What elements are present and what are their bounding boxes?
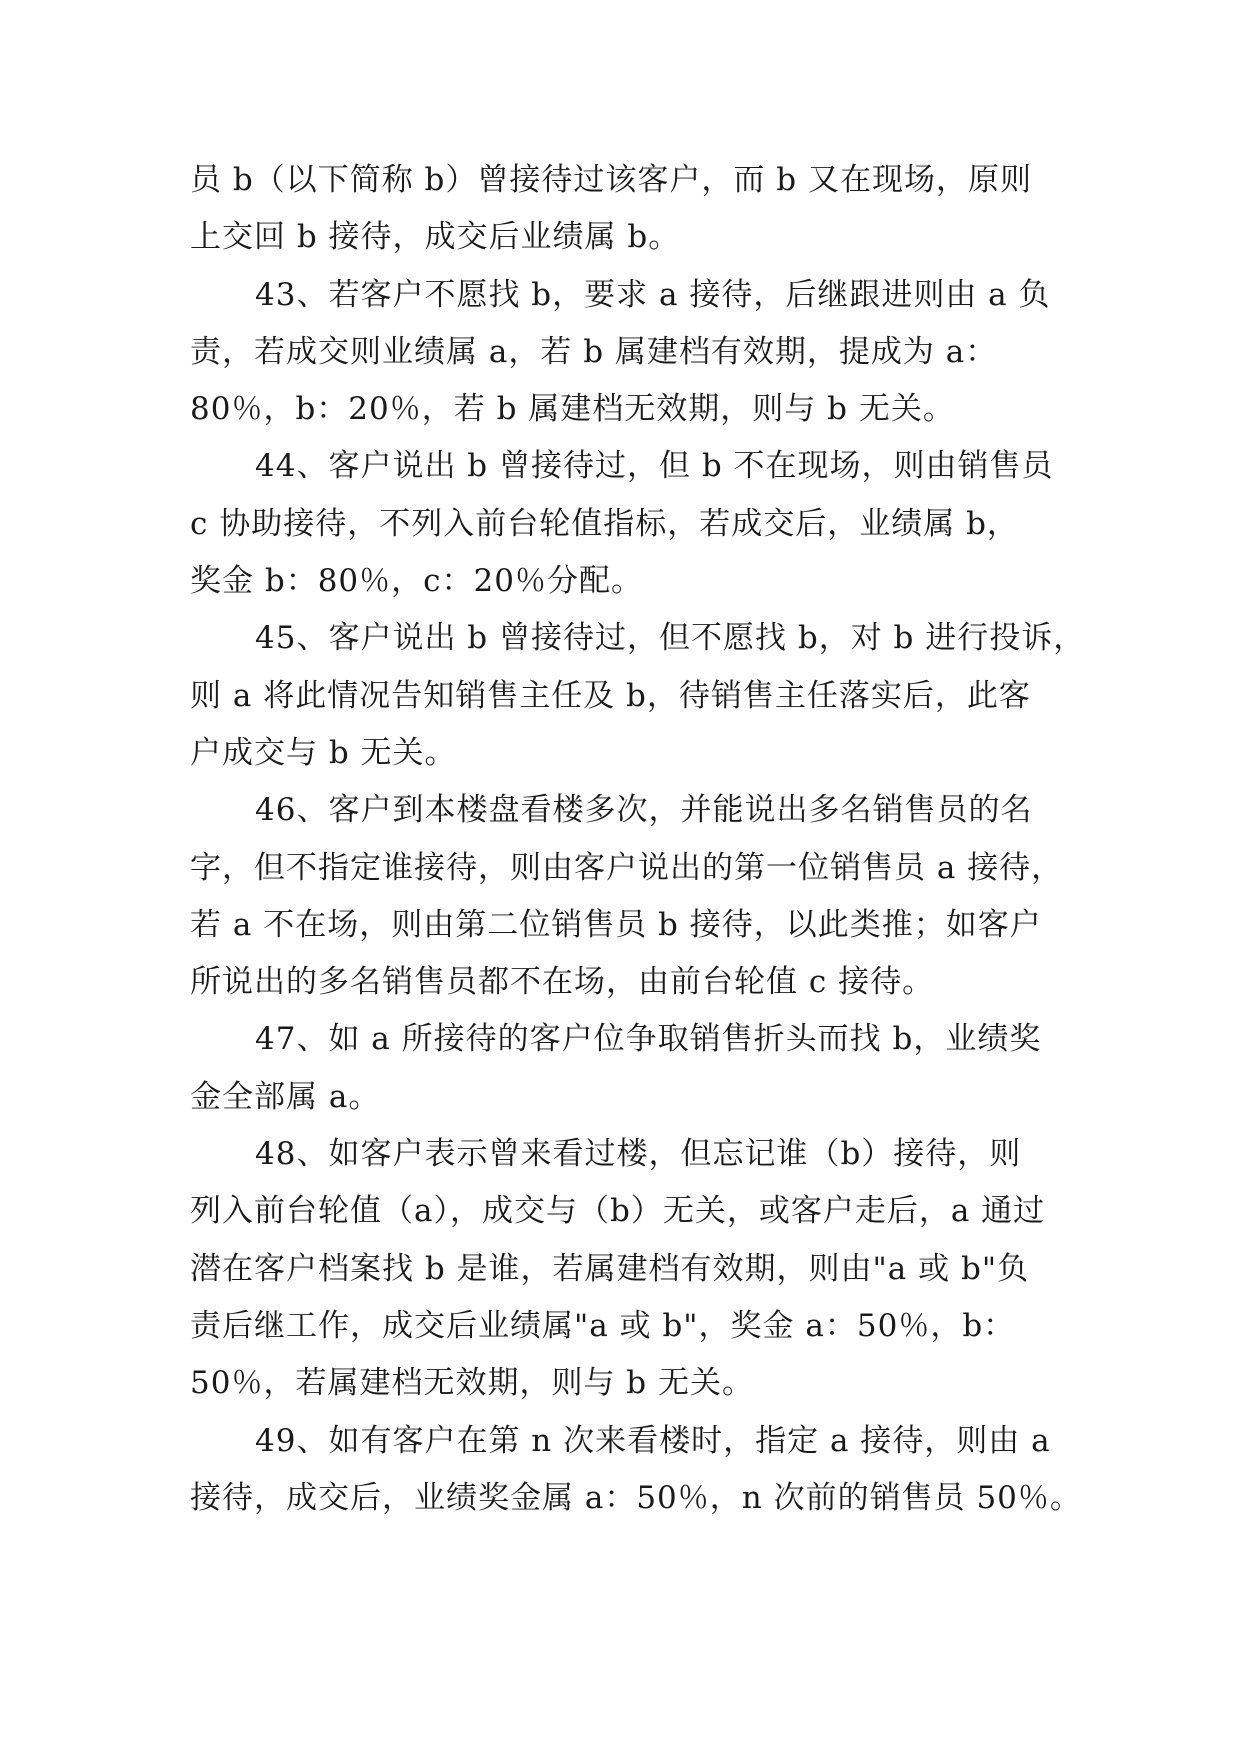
text-line: 员 b（以下简称 b）曾接待过该客户，而 b 又在现场，原则: [190, 162, 1032, 198]
text-line: 45、客户说出 b 曾接待过，但不愿找 b，对 b 进行投诉，: [255, 620, 1086, 657]
paragraph-42-continued: [190, 152, 1065, 267]
text-line: 80％，b：20％，若 b 属建档无效期，则与 b 无关。: [190, 391, 955, 428]
paragraph-44: [190, 438, 1065, 610]
text-line: 44、客户说出 b 曾接待过，但 b 不在现场，则由销售员: [255, 448, 1054, 485]
text-line: 则 a 将此情况告知销售主任及 b，待销售主任落实后，此客: [190, 677, 1031, 714]
text-line: 43、若客户不愿找 b，要求 a 接待，后继跟进则由 a 负: [255, 276, 1051, 313]
document-page: [190, 152, 1086, 1527]
text-line: 列入前台轮值（a），成交与（b）无关，或客户走后，a 通过: [190, 1193, 1046, 1230]
text-line: 46、客户到本楼盘看楼多次，并能说出多名销售员的名: [255, 792, 1033, 829]
paragraph-48: [190, 1126, 1065, 1412]
text-line: 接待，成交后，业绩奖金属 a：50％，n 次前的销售员 50％。: [190, 1479, 1082, 1516]
paragraph-49: [190, 1413, 1082, 1528]
text-line: c 协助接待，不列入前台轮值指标，若成交后，业绩属 b，: [190, 505, 1019, 542]
text-line: 50％，若属建档无效期，则与 b 无关。: [190, 1365, 754, 1402]
text-line: 上交回 b 接待，成交后业绩属 b。: [190, 219, 681, 256]
text-line: 户成交与 b 无关。: [190, 734, 457, 771]
paragraph-46: [190, 782, 1065, 1011]
text-line: 49、如有客户在第 n 次来看楼时，指定 a 接待，则由 a: [255, 1422, 1051, 1459]
text-line: 所说出的多名销售员都不在场，由前台轮值 c 接待。: [190, 964, 935, 1001]
text-line: 字，但不指定谁接待，则由客户说出的第一位销售员 a 接待，: [190, 849, 1064, 886]
paragraph-47: [190, 1011, 1065, 1126]
text-line: 47、如 a 所接待的客户位争取销售折头而找 b，业绩奖: [255, 1021, 1042, 1058]
paragraph-43: [190, 267, 1065, 439]
text-line: 奖金 b：80％，c：20％分配。: [190, 563, 643, 600]
text-line: 责后继工作，成交后业绩属"a 或 b"，奖金 a：50％，b：: [190, 1307, 1016, 1344]
text-line: 潜在客户档案找 b 是谁，若属建档有效期，则由"a 或 b"负: [190, 1250, 1030, 1287]
paragraph-45: [190, 610, 1086, 782]
text-line: 责，若成交则业绩属 a，若 b 属建档有效期，提成为 a：: [190, 333, 998, 370]
text-line: 48、如客户表示曾来看过楼，但忘记谁（b）接待，则: [255, 1136, 1022, 1173]
text-line: 若 a 不在场，则由第二位销售员 b 接待，以此类推；如客户: [190, 906, 1042, 943]
text-line: 金全部属 a。: [190, 1078, 381, 1115]
